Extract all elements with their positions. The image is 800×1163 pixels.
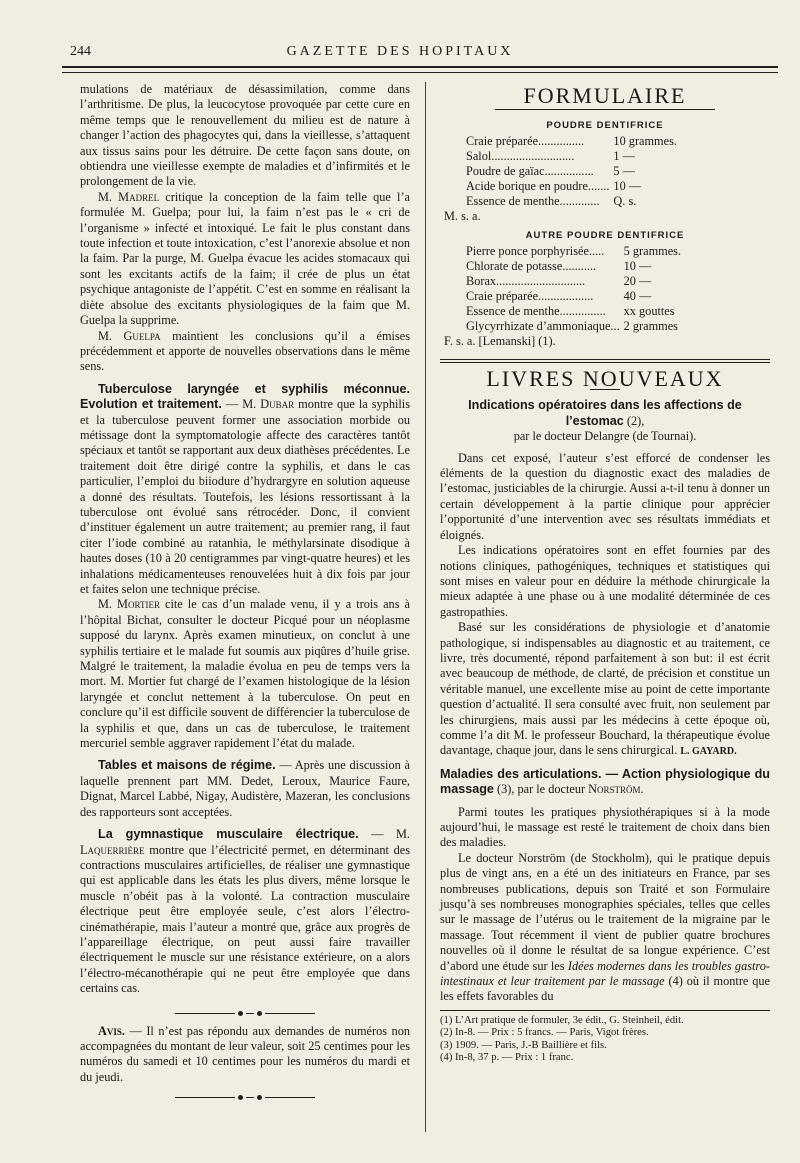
header-rule [62, 66, 778, 68]
prescription-row [466, 149, 677, 164]
paragraph: Les indications opératoires sont en effet fournies par des notions cliniques, pathogéniques, techniques et statistiques qui sont mises en valeur pour en déduire la méthode chirurgicale la mieux adaptée à une phase ou à une modalité déterminée de ces gastropathies. [440, 543, 770, 619]
italic-title: Idées modernes dans les troubles gastro-intestinaux et leur traitement par le massage [440, 958, 770, 989]
paragraph [440, 620, 770, 760]
book-ref: (3), par le docteur [493, 782, 589, 797]
ingredient: Craie préparée.................. [466, 288, 594, 303]
signature: L. GAYARD. [680, 746, 737, 758]
prescription-end: F. s. a. [Lemanski] (1). [444, 333, 556, 348]
paragraph: Dans cet exposé, l’auteur s’est efforcé de condenser les éléments de la question du diagnostic exact des maladies de l’estomac, justiciables de la chirurgie. Aussi a-t-il tenu à donner un certain développement à la partie clinique pour apprécier l’opportunité d’une intervention avec ses résultats immédiats et éloignés. [440, 450, 770, 542]
paragraph: Parmi toutes les pratiques physiothérapiques si à la mode aujourd’hui, le massage est resté le traitement de choix dans bien des maladies. [440, 804, 770, 850]
paragraph-text: Le docteur Norström (de Stockholm), qui le pratique depuis plus de vingt ans, en a été un des initiateurs en France, par ses nombreuses publications, depuis son Traité et son Formulaire jusqu’à ses nombreuses monographies spéciales, telles que celles sur le massage de l’utérus ou le traitement de la migraine par le massage. Tout récemment il vient de publier quatre brochures nouvelles où il donne le résultat de sa longue expérience. C’est d’abord une étude sur les [440, 850, 770, 973]
ingredient: Essence de menthe............... [466, 303, 606, 318]
book-author: par le docteur Delangre (de Tournai). [513, 429, 697, 444]
book-title: Indications opératoires dans les affections de l’estomac [468, 398, 742, 428]
paragraph-text: (4) où il montre que les effets favorables du [440, 974, 770, 1004]
section-rule [440, 362, 770, 363]
person-name: M. Guelpa [98, 328, 161, 343]
quantity: 5 — [613, 163, 635, 178]
paragraph [80, 329, 410, 375]
prescription-end: M. s. a. [444, 208, 481, 223]
section-tables [80, 758, 410, 820]
ingredient: Essence de menthe............. [466, 193, 600, 208]
prescription-row [466, 164, 677, 179]
paragraph: mulations de matériaux de désassimilation, comme dans l’arthritisme. De plus, la leucocytose provoquée par cette cure en même temps que le renouvellement du milieu est de nature à changer l’action des phagocytes qui, dans la vieillesse, s’attaquent aux tissus sains pour les détruire. De cette façon sans doute, on obtiendra une vieillesse exempte de maladies et d’infirmités et le prolongement de la vie. [80, 82, 410, 189]
prescription-row [466, 319, 681, 334]
ingredient: Poudre de gaïac................ [466, 163, 594, 178]
prescription-row [466, 289, 681, 304]
footnote: (1) L’Art pratique de formuler, 3e édit., G. Steinheil, édit. [440, 1014, 684, 1026]
poudre-title: AUTRE POUDRE DENTIFRICE [525, 230, 685, 242]
quantity: Q. s. [613, 193, 637, 208]
paragraph [80, 597, 410, 751]
section-heading: La gymnastique musculaire électrique. [98, 827, 359, 842]
right-column [440, 83, 770, 1065]
book-ref: (2), [623, 413, 645, 428]
quantity: 10 — [613, 178, 642, 193]
avis-text: — Il n’est pas répondu aux demandes de numéros non accompagnées du montant de leur valeur, soit 25 centimes pour les numéros du samedi et 10 centimes pour les numéros du mardi et du jeudi. [80, 1023, 410, 1084]
quantity: 2 grammes [623, 318, 678, 333]
person-name: Laquerrière [80, 842, 145, 857]
prescription-table [466, 134, 677, 209]
section-heading: Tuberculose laryngée et syphilis méconnue. Evolution et traitement. [80, 381, 410, 412]
person-name: M. Mortier [98, 597, 160, 612]
footnote: (2) In-8. — Prix : 5 francs. — Paris, Vigot frères. [440, 1027, 649, 1039]
section-rule [440, 359, 770, 360]
poudre-title: POUDRE DENTIFRICE [546, 120, 664, 132]
left-column [80, 82, 410, 1108]
quantity: 5 grammes. [623, 243, 682, 258]
prescription-row [466, 259, 681, 274]
section-heading: Tables et maisons de régime. [98, 758, 276, 773]
quantity: 10 grammes. [613, 133, 677, 148]
person-name: Dubar [260, 397, 295, 412]
footnote: (4) In-8, 37 p. — Prix : 1 franc. [440, 1052, 574, 1064]
page-number: 244 [70, 44, 91, 59]
header-rule-thin [62, 72, 778, 73]
title-rule [495, 109, 715, 110]
ornament-divider [80, 1095, 410, 1100]
ingredient: Chlorate de potasse........... [466, 258, 597, 273]
quantity: 1 — [613, 148, 635, 163]
paragraph-text: montre que l’électricité permet, en déterminant des contractions musculaires artificielles, de réaliser une gymnastique qui est applicable dans les états les plus divers, même lorsque le muscle n’obéit pas à la volonté. La contraction musculaire électrique peut être employée seule, c’est alors l’électro-cinémathérapie, mais l’auteur a montré que, grâce aux progrès de l’appareillage électrique, on peut aussi faire travailler électriquement le muscle sur une résistance extérieure, on a alors l’électro-mécanothérapie qui ne peut être employée que dans certains cas. [80, 842, 410, 996]
ingredient: Glycyrrhizate d’ammoniaque... [466, 318, 620, 333]
book-title: Maladies des articulations. — Action physiologique du massage [440, 766, 770, 797]
prescription-row [466, 134, 677, 149]
column-divider [425, 82, 426, 1132]
footnote: (3) 1909. — Paris, J.-B Baillière et fils. [440, 1039, 607, 1051]
dash: — M. [221, 397, 261, 412]
formulaire-title: FORMULAIRE [523, 83, 687, 108]
quantity: 20 — [623, 273, 652, 288]
quantity: 10 — [623, 258, 652, 273]
book-heading [440, 398, 770, 429]
paragraph-text: maintient les conclusions qu’il a émises précédemment et apporte de nouvelles observations dans le même sens. [80, 328, 410, 374]
avis-notice [80, 1024, 410, 1086]
paragraph-text: critique la conception de la faim telle que l’a formulée M. Guelpa; pour lui, la faim n’est pas le « cri de l’organisme » infecté et intoxiqué. Le fait le plus constant dans toute infection et toute intoxication, c’est l’anorexie absolue et non la faim. Par la purge, M. Guelpa évacue les acides stomacaux qui sont les excitants actifs de la faim; il crée de plus un état psychique antagoniste de l’appétit. C’est en somme en réalisant la diète absolue des excitants physiologiques de la faim que M. Guelpa la supprime. [80, 189, 411, 328]
dash: — M. [358, 827, 410, 842]
person-name: M. Madrel [98, 189, 160, 204]
book-heading [440, 767, 770, 798]
ingredient: Salol........................... [466, 148, 575, 163]
prescription-table [466, 244, 681, 334]
prescription-row [466, 274, 681, 289]
paragraph-text: montre que la syphilis et la tuberculose peuvent former une association morbide ou métissage dont la symptomatologie affecte des caractères tantôt spéciaux et tantôt se rapportant aux deux diathèses précédentes. Le traitement doit être dirigé contre la syphilis, et dans le cas particulier, l’emploi du biiodure d’hydrargyre en solution aqueuse a donné des résultats. Toutefois, les lésions ressortissant à la tuberculose ont évolué sans rétrocéder. Donc, il convient d’instituer également un autre traitement; au premier rang, il faut citer l’iode combiné au ratanhia, le méthylarsinate disodique à hautes doses (10 à 20 centigrammes par vingt-quatre heures) et les inhalations médicamenteuses renouvelées huit à dix fois par jour et faites selon une technique précise. [80, 397, 410, 596]
livres-title: LIVRES NOUVEAUX [486, 366, 724, 392]
ornament-divider [80, 1011, 410, 1016]
paragraph-text: cite le cas d’un malade venu, il y a trois ans à l’hôpital Bichat, consulter le docteur Picqué pour un néoplasme supposé du larynx. Après examen minutieux, on conclut à une syphilis tertiaire et le malade fut soumis aux piqûres d’huile grise. Malgré le traitement, la maladie évolua en peu de temps vers la mort. M. Mortier fut chargé de l’examen histologique de la lésion laryngée et conclut nettement à la tuberculose. On peut en conclure qu’il est difficile souvent de différencier la tuberculose de la syphilis et que, dans un cas de tuberculose, le traitement mercuriel semble aggraver rapidement l’état du malade. [80, 597, 410, 751]
paragraph [440, 851, 770, 1005]
book-author: Norström. [588, 782, 644, 797]
prescription-row [466, 244, 681, 259]
ingredient: Craie préparée............... [466, 133, 585, 148]
prescription-row [466, 179, 677, 194]
avis-label: Avis. [98, 1023, 125, 1038]
prescription-row [466, 304, 681, 319]
ingredient: Borax............................. [466, 273, 586, 288]
page-header [0, 44, 800, 64]
ingredient: Pierre ponce porphyrisée..... [466, 243, 605, 258]
paragraph-text: — Après une discussion à laquelle prennent part MM. Dedet, Leroux, Maurice Faure, Dignat, Marcel Labbé, Nigay, Audistère, Mazeran, les conclusions des rapporteurs sont acceptées. [80, 758, 410, 819]
paragraph [80, 190, 410, 329]
quantity: 40 — [623, 288, 652, 303]
footnotes [440, 1015, 770, 1065]
quantity: xx gouttes [623, 303, 675, 318]
paragraph-text: Basé sur les considérations de physiologie et d’anatomie pathologique, si indispensables au diagnostic et au traitement, ce livre, très documenté, répond parfaitement à son but: il est écrit avec beaucoup de méthode, de clarté, de précision et constitue un véritable manuel, une excellente mise au point de cette importante question d’actualité. Il sera consulté avec fruit, non seulement par les chirurgiens, mais aussi par les médecins à cette époque où, comme l’a dit M. le professeur Bouchard, la thérapeutique évolue davantage, chaque jour, dans le sens chirurgical. [440, 620, 770, 758]
footnote-rule [440, 1010, 770, 1011]
section-gymnastique [80, 827, 410, 996]
section-tuberculose [80, 382, 410, 598]
journal-title: GAZETTE DES HOPITAUX [286, 44, 514, 59]
prescription-row [466, 194, 677, 209]
ingredient: Acide borique en poudre....... [466, 178, 610, 193]
